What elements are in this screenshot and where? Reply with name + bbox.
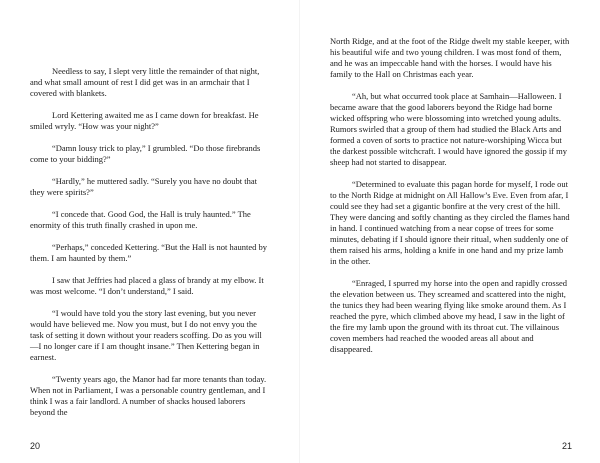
paragraph: Needless to say, I slept very little the remainder of that night, and what small amount of rest I did get was in an armchair that I covered with blankets. xyxy=(30,66,260,98)
paragraph: Lord Kettering awaited me as I came down for breakfast. He smiled wryly. “How was your night?” xyxy=(30,110,259,131)
paragraph: “Enraged, I spurred my horse into the open and rapidly crossed the elevation between us. They screamed and scattered into the night, the tunics they had been wearing flying like smoke around them. As I reached the pyre, which climbed above my head, I saw in the light of the fire my lamb upon the ground with its throat cut. The villainous coven members had reached the wooded areas all about and disappeared. xyxy=(330,278,568,354)
left-text-column xyxy=(30,66,270,418)
paragraph: “Perhaps,” conceded Kettering. “But the Hall is not haunted by them. I am haunted by them.” xyxy=(30,242,268,263)
paragraph: “I would have told you the story last evening, but you never would have believed me. Now you must, but I do not envy you the task of setting it down without your readers scoffing. Do as you will—I no longer care if I am thought insane.” Then Kettering began in earnest. xyxy=(30,308,262,362)
page-number: 20 xyxy=(30,441,41,451)
paragraph: “Damn lousy trick to play,” I grumbled. “Do those firebrands come to your bidding?” xyxy=(30,143,261,164)
paragraph: “Determined to evaluate this pagan horde for myself, I rode out to the North Ridge at midnight on All Hallow’s Eve. Even from afar, I could see they had set a gigantic bonfire at the very crest of the hill. They were dancing and softly chanting as they circled the flames hand in hand. I continued watching from a near copse of trees for some minutes, debating if I should ignore their ritual, when suddenly one of them raised his arms, holding a knife in one hand and my prize lamb in the other. xyxy=(330,179,570,266)
paragraph: North Ridge, and at the foot of the Ridge dwelt my stable keeper, with his beautiful wife and two young children. I was most fond of them, and he was an impeccable hand with the horses. I would have his family to the Hall on Christmas each year. xyxy=(330,36,570,79)
paragraph: “Twenty years ago, the Manor had far more tenants than today. When not in Parliament, I was a personable country gentleman, and I think I was a fair landlord. A number of shacks housed laborers beyond the xyxy=(30,374,267,417)
paragraph: “I concede that. Good God, the Hall is truly haunted.” The enormity of this truth finally crashed in upon me. xyxy=(30,209,251,230)
paragraph: “Hardly,” he muttered sadly. “Surely you have no doubt that they were spirits?” xyxy=(30,176,257,197)
paragraph: I saw that Jeffries had placed a glass of brandy at my elbow. It was most welcome. “I don’t understand,” I said. xyxy=(30,275,264,296)
paragraph: “Ah, but what occurred took place at Samhain—Halloween. I became aware that the good laborers beyond the Ridge had borne wicked offspring who were blossoming into wretched young adults. Rumors swirled that a group of them had studied the Black Arts and formed a coven of sorts to practice not nature-worshiping Wicca but the darkest possible witchcraft. I would have ignored the gossip if my sheep had not started to disappear. xyxy=(330,91,567,167)
right-text-column xyxy=(330,36,570,355)
page-number: 21 xyxy=(561,441,572,451)
right-page xyxy=(300,0,600,463)
